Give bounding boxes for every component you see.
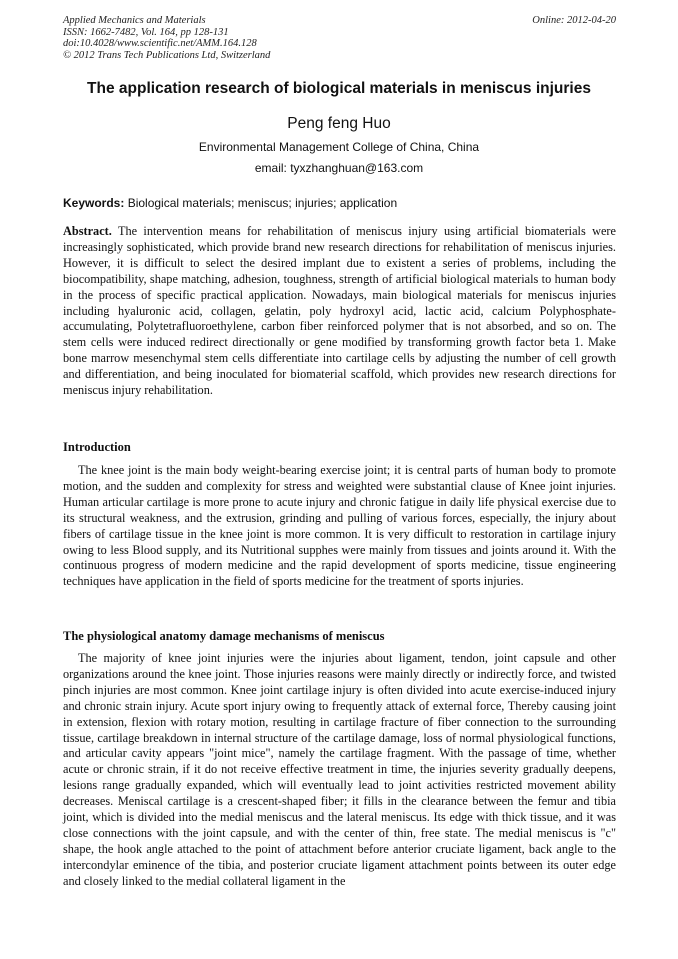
section-heading-introduction: Introduction xyxy=(63,440,131,454)
copyright-line: © 2012 Trans Tech Publications Ltd, Switzerland xyxy=(63,49,271,61)
section-text-introduction: The knee joint is the main body weight-bearing exercise joint; it is central parts of human body to promote motion, and the sudden and complexity for stress and weighted were substantial clause of Knee joint injuries. Human articular cartilage is more prone to acute injury and chronic fatigue in daily life physical exercise due to its structural weakness, and the extrusion, grinding and pulling of various forces, especially, the injury about fibers of cartilage tissue in the knee joint is more common. It is very difficult to restoration in cartilage injury owing to less Blood supply, and its Nutritional supphes were mainly from tissues and joints around it. With the continuous progress of modern medicine and the rapid development of sports medicine, tissue engineering techniques have application in the field of sports medicine for the treatment of sports injuries. xyxy=(63,463,616,589)
journal-header xyxy=(63,15,616,61)
section-heading-physiological-anatomy: The physiological anatomy damage mechanisms of meniscus xyxy=(63,629,385,643)
keywords-text: Biological materials; meniscus; injuries; application xyxy=(127,196,398,210)
doi-line: doi:10.4028/www.scientific.net/AMM.164.128 xyxy=(63,38,257,49)
abstract xyxy=(63,224,616,399)
keywords-label: Keywords: xyxy=(63,196,125,210)
abstract-label: Abstract. xyxy=(63,224,112,238)
issn-line: ISSN: 1662-7482, Vol. 164, pp 128-131 xyxy=(63,26,229,38)
online-date: Online: 2012-04-20 xyxy=(532,15,616,26)
keywords xyxy=(63,196,616,210)
abstract-text: The intervention means for rehabilitation of meniscus injury using artificial biomaterials were increasingly sophisticated, which provide brand new research directions for rehabilitation of meniscus injuries. However, it is difficult to select the desired implant due to existent a series of problems, including the biocompatibility, shape matching, adhesion, toughness, strength of artificial biological materials to human body in the process of specific practical application. Nowadays, main biological materials for meniscus injuries including hyaluronic acid, collagen, gelatin, poly hydroxyl acid, lactic acid, calcium Polyphosphate-accumulating, Polytetrafluoroethylene, carbon fiber reinforced polymer that is not absorbed, and so on. The stem cells were induced redirect directionally or gene modified by transforming growth factor beta 1. Make bone marrow mesenchymal stem cells differentiate into cartilage cells by adjusting the number of cell growth and differentiation, and being inoculated for biomaterial scaffold, which provides new research directions for meniscus injury rehabilitation. xyxy=(63,224,616,398)
affiliation: Environmental Management College of China, China xyxy=(198,140,480,154)
journal-name: Applied Mechanics and Materials xyxy=(63,15,206,26)
author-name: Peng feng Huo xyxy=(287,115,391,132)
author-email: email: tyxzhanghuan@163.com xyxy=(254,161,424,175)
paper-title: The application research of biological materials in meniscus injuries xyxy=(87,80,591,97)
section-text-physiological-anatomy: The majority of knee joint injuries were the injuries about ligament, tendon, joint capsule and other organizations around the knee joint. Those injuries reasons were mainly directly or indirectly force, and twisted pinch injuries are most common. Knee joint cartilage injury is often divided into acute exercise-induced injury and chronic strain injury. Acute sport injury owing to frequently attack of external force, Thereby causing joint in extension, flexion with rotary motion, resulting in cartilage fracture of fiber connection to the surrounding tissue, cartilage breakdown in internal structure of the cartilage damage, loss of normal physiological functions, and articular cavity appears "joint mice", namely the cartilage fragment. With the passage of time, whether acute or chronic strain, if it do not receive effective treatment in time, the injuries severity gradually deepens, lesions range gradually expanded, which will eventually lead to joint activities restricted movement ability decreases. Meniscal cartilage is a crescent-shaped fiber; it fills in the clearance between the femur and tibia joint, which is divided into the medial meniscus and the lateral meniscus. Its edge with thick tissue, and it was close connections with the joint capsule, and with the center of thin, free state. The medial meniscus is "c" shape, the hook angle attached to the point of attachment before anterior cruciate ligament, back angle to the intercondylar eminence of the tibia, and posterior cruciate ligament attachment points between its outer edge and closely linked to the medial collateral ligament in the xyxy=(63,651,616,888)
